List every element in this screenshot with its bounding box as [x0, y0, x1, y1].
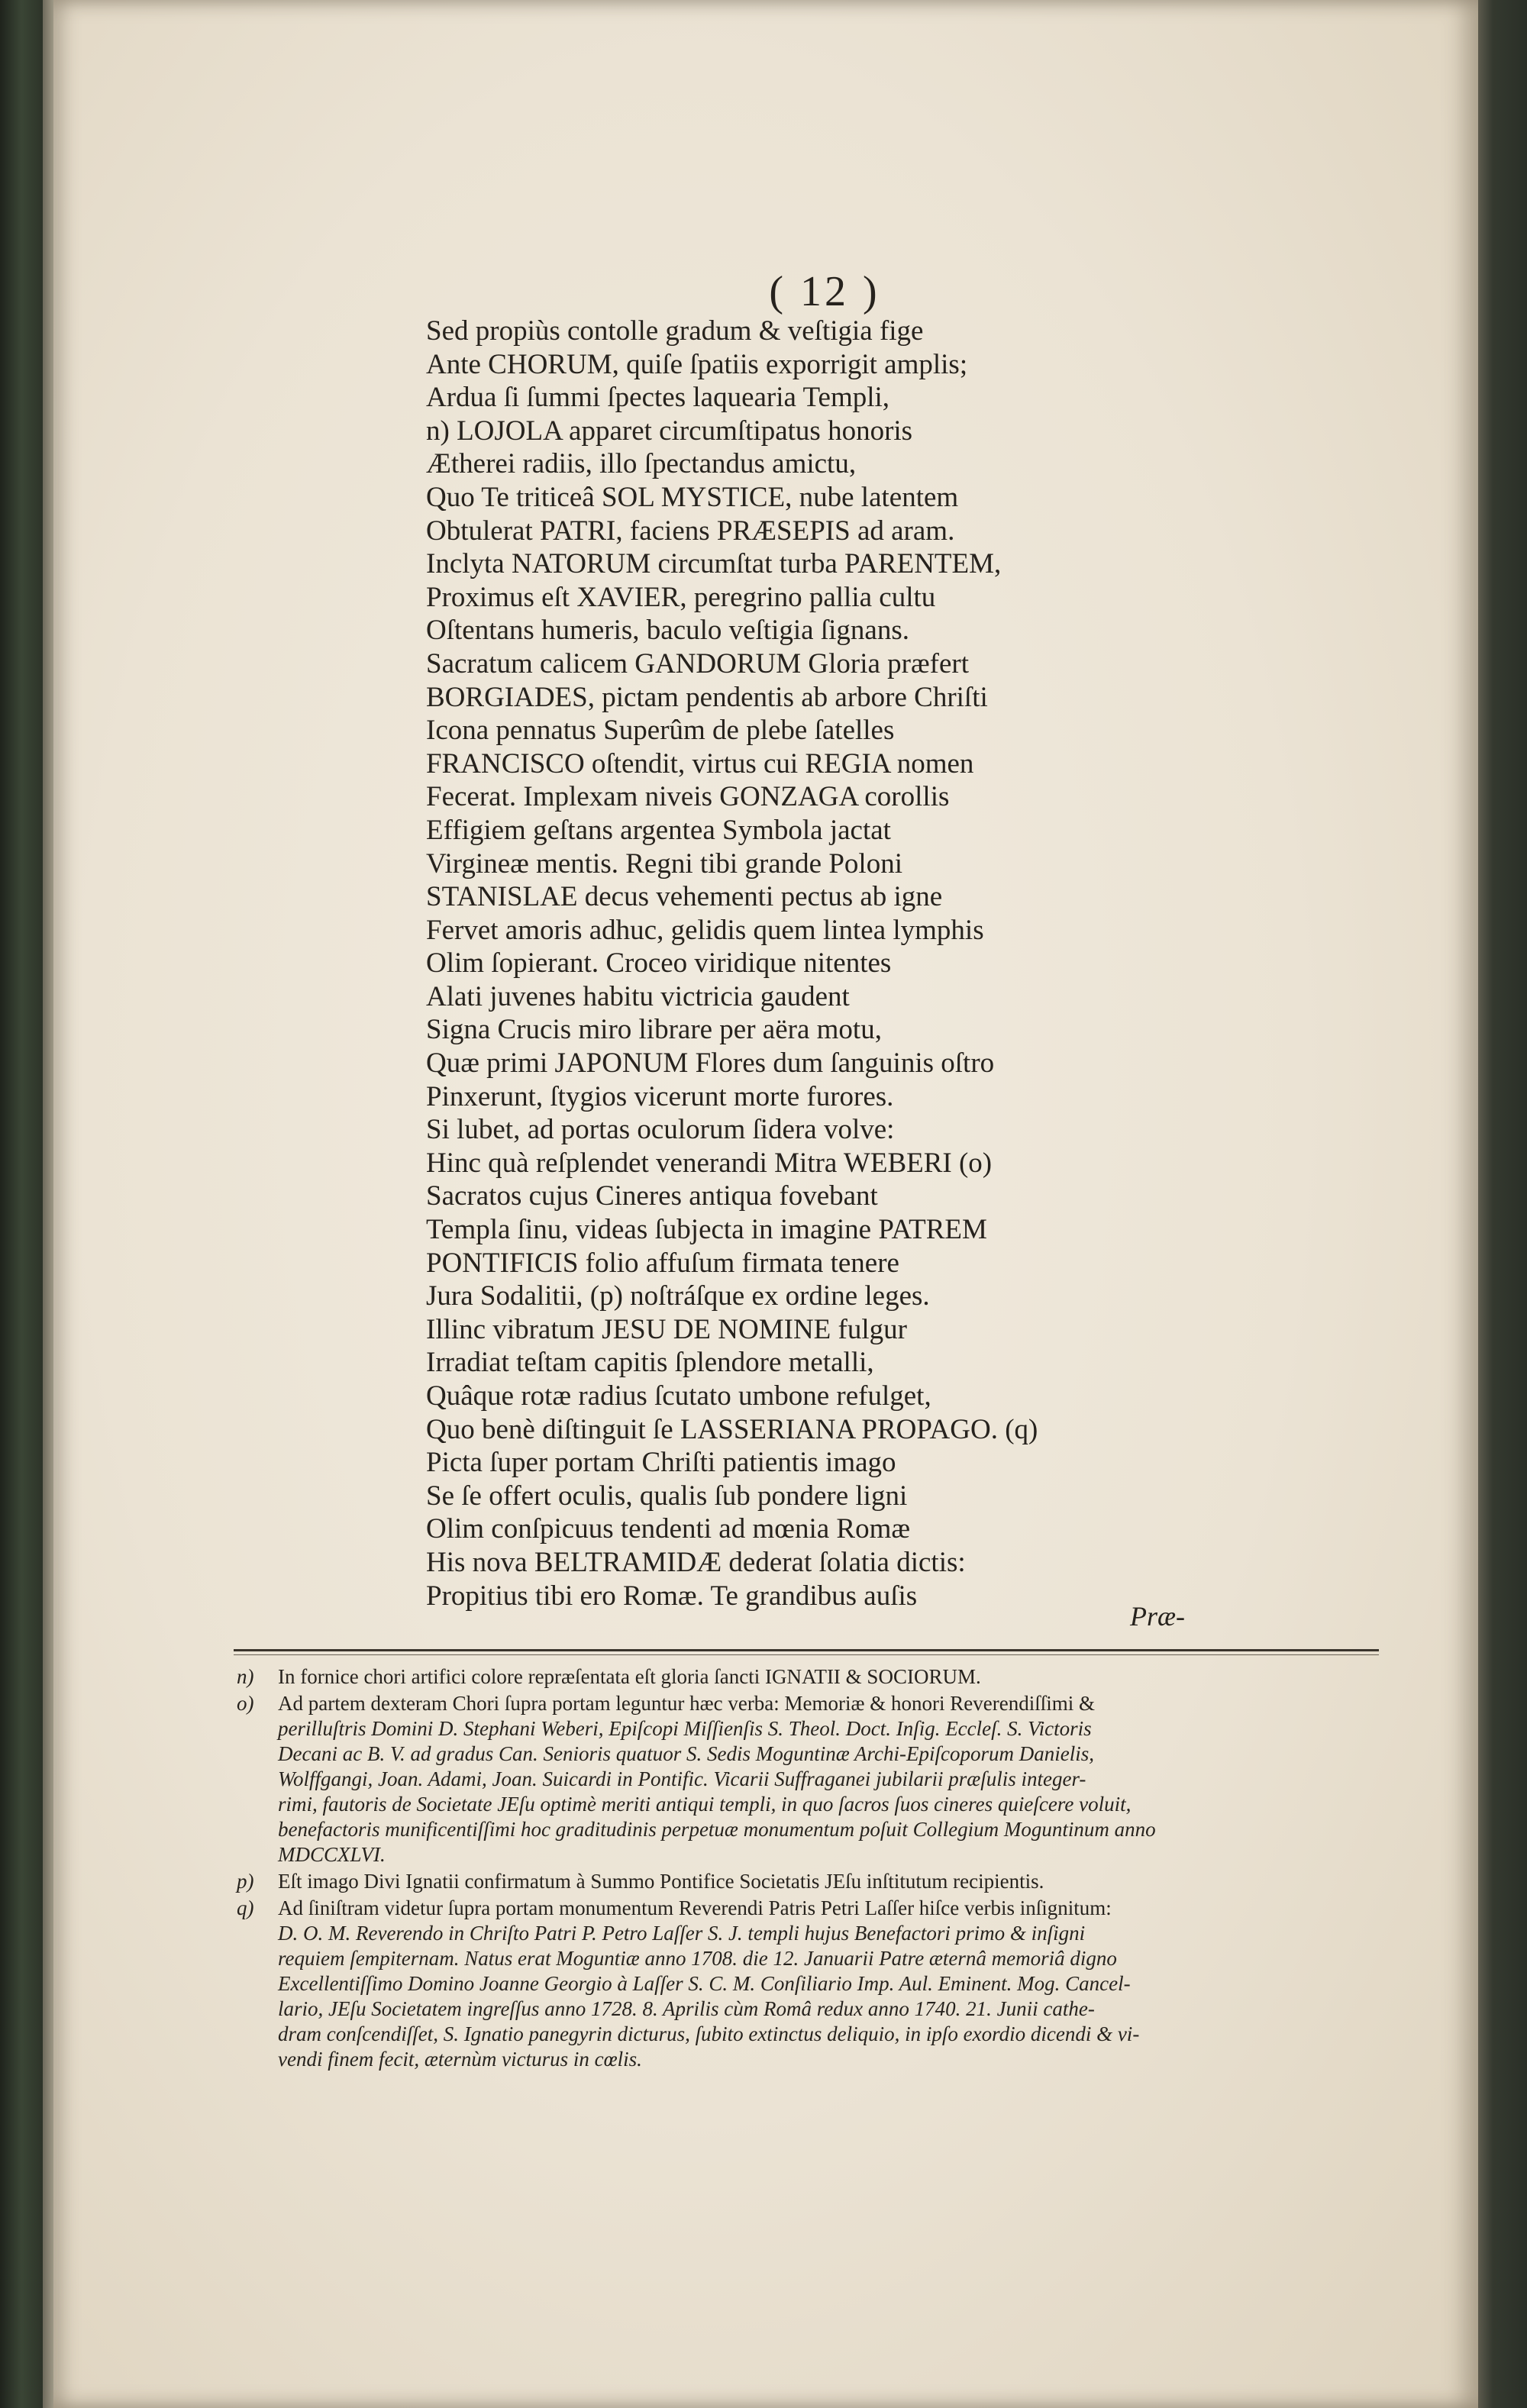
footnote-mark: n) [237, 1665, 254, 1688]
footnote-line: Excellentiſſimo Domino Joanne Georgio à Laſſer S. C. M. Conſiliario Imp. Aul. Eminent. Mog. Cancel- [278, 1972, 1131, 1995]
verse-line: Olim conſpicuus tendenti ad mœnia Romæ [426, 1513, 911, 1545]
verse-line: Ætherei radiis, illo ſpectandus amictu, [426, 448, 857, 480]
footnote-line: benefactoris munificentiſſimi hoc graditudinis perpetuæ monumentum poſuit Collegium Moguntinum anno [278, 1818, 1156, 1841]
verse-line: Icona pennatus Superûm de plebe ſatelles [426, 715, 895, 747]
footnote-line: perilluſtris Domini D. Stephani Weberi, Epiſcopi Miſſienſis S. Theol. Doct. Inſig. Eccleſ. S. Victoris [278, 1717, 1092, 1740]
verse-line: Illinc vibratum JESU DE NOMINE fulgur [426, 1313, 907, 1345]
verse-line: Templa ſinu, videas ſubjecta in imagine PATREM [426, 1214, 987, 1246]
verse-line: Picta ſuper portam Chriſti patientis imago [426, 1447, 896, 1479]
footnote-mark: p) [237, 1870, 254, 1893]
verse-line: Se ſe offert oculis, qualis ſub pondere ligni [426, 1480, 908, 1512]
book-binding [0, 0, 47, 2408]
verse-line: Inclyta NATORUM circumſtat turba PARENTEM, [426, 548, 1002, 580]
verse-line: Signa Crucis miro librare per aëra motu, [426, 1014, 882, 1046]
footnote-line: requiem ſempiternam. Natus erat Moguntiæ anno 1708. die 12. Januarii Patre æternâ memoriâ digno [278, 1947, 1117, 1970]
verse-line: STANISLAE decus vehementi pectus ab igne [426, 881, 943, 913]
verse-line: Proximus eſt XAVIER, peregrino pallia cultu [426, 581, 936, 613]
catchword: Præ- [1130, 1601, 1185, 1632]
footnote [234, 1869, 1379, 1894]
verse-line: Si lubet, ad portas oculorum ſidera volve: [426, 1114, 895, 1146]
book-page [53, 0, 1478, 2408]
verse-line: Irradiat teſtam capitis ſplendore metalli, [426, 1347, 874, 1379]
verse-line: BORGIADES, pictam pendentis ab arbore Chriſti [426, 681, 988, 713]
verse-line: Jura Sodalitii, (p) noſtráſque ex ordine leges. [426, 1280, 930, 1312]
verse-line: n) LOJOLA apparet circumſtipatus honoris [426, 415, 913, 447]
verse-line: Effigiem geſtans argentea Symbola jactat [426, 814, 891, 846]
verse-line: Fervet amoris adhuc, gelidis quem lintea lymphis [426, 914, 984, 946]
page-number: ( 12 ) [769, 268, 880, 315]
verse-line: His nova BELTRAMIDÆ dederat ſolatia dictis: [426, 1546, 966, 1578]
verse-line: Sacratos cujus Cineres antiqua fovebant [426, 1180, 878, 1212]
footnote-line: lario, JEſu Societatem ingreſſus anno 1728. 8. Aprilis cùm Româ redux anno 1740. 21. Junii cathe- [278, 1997, 1095, 2020]
verse-line: Quâque rotæ radius ſcutato umbone refulget, [426, 1380, 931, 1412]
verse-line: Obtulerat PATRI, faciens PRÆSEPIS ad aram. [426, 515, 955, 547]
verse-line: Ardua ſi ſummi ſpectes laquearia Templi, [426, 382, 890, 414]
footnote-mark: o) [237, 1692, 254, 1715]
verse-line: Fecerat. Implexam niveis GONZAGA corollis [426, 781, 950, 813]
verse-line: Quæ primi JAPONUM Flores dum ſanguinis oſtro [426, 1047, 995, 1080]
footnote-line: Wolffgangi, Joan. Adami, Joan. Suicardi in Pontific. Vicarii Suffraganei jubilarii præſulis integer- [278, 1767, 1086, 1790]
verse-line: Oſtentans humeris, baculo veſtigia ſignans. [426, 615, 909, 647]
footnote-rule [234, 1649, 1379, 1651]
verse-body [426, 315, 1281, 1612]
footnote-mark: q) [237, 1896, 254, 1919]
verse-line: Sacratum calicem GANDORUM Gloria præfert [426, 647, 970, 679]
footnote [234, 1691, 1379, 1867]
verse-line: Ante CHORUM, quiſe ſpatiis exporrigit amplis; [426, 348, 968, 380]
footnote-line: Ad ſiniſtram videtur ſupra portam monumentum Reverendi Patris Petri Laſſer hiſce verbis inſignitum: [278, 1896, 1112, 1919]
verse-line: Pinxerunt, ſtygios vicerunt morte furores. [426, 1080, 894, 1112]
footnote-rule-thin [234, 1654, 1379, 1655]
footnote [234, 1896, 1379, 2072]
footnote-line: Eſt imago Divi Ignatii confirmatum à Summo Pontifice Societatis JEſu inſtitutum recipientis. [278, 1870, 1044, 1893]
footnote-line: rimi, fautoris de Societate JEſu optimè meriti antiqui templi, in quo ſacros ſuos cineres quieſcere voluit, [278, 1793, 1132, 1816]
footnote [234, 1664, 1379, 1690]
footnote-line: D. O. M. Reverendo in Chriſto Patri P. Petro Laſſer S. J. templi hujus Benefactori primo & inſigni [278, 1922, 1086, 1945]
verse-line: FRANCISCO oſtendit, virtus cui REGIA nomen [426, 747, 974, 780]
footnote-line: vendi finem fecit, æternùm victurus in cœlis. [278, 2048, 642, 2071]
footnote-line: Ad partem dexteram Chori ſupra portam leguntur hæc verba: Memoriæ & honori Reverendiſſimi & [278, 1692, 1095, 1715]
footnote-line: In fornice chori artifici colore repræſentata eſt gloria ſancti IGNATII & SOCIORUM. [278, 1665, 981, 1688]
footnotes [234, 1664, 1379, 2074]
verse-line: Virgineæ mentis. Regni tibi grande Poloni [426, 847, 902, 880]
book-cover-edge [1478, 0, 1527, 2408]
verse-line: Olim ſopierant. Croceo viridique nitentes [426, 947, 892, 980]
footnote-line: dram conſcendiſſet, S. Ignatio panegyrin dicturus, ſubito extinctus deliquio, in ipſo exordio dicendi & vi- [278, 2022, 1140, 2045]
verse-line: PONTIFICIS folio affuſum firmata tenere [426, 1247, 899, 1279]
footnote-line: MDCCXLVI. [278, 1843, 386, 1866]
verse-line: Hinc quà reſplendet venerandi Mitra WEBERI (o) [426, 1147, 993, 1179]
verse-line: Quo Te triticeâ SOL MYSTICE, nube latentem [426, 481, 959, 513]
footnote-line: Decani ac B. V. ad gradus Can. Senioris quatuor S. Sedis Moguntinæ Archi-Epiſcoporum Danielis, [278, 1742, 1094, 1765]
verse-line: Alati juvenes habitu victricia gaudent [426, 980, 850, 1012]
verse-line: Quo benè diſtinguit ſe LASSERIANA PROPAGO. (q) [426, 1413, 1038, 1445]
verse-line: Sed propiùs contolle gradum & veſtigia fige [426, 315, 924, 347]
verse-line: Propitius tibi ero Romæ. Te grandibus auſis [426, 1580, 918, 1612]
